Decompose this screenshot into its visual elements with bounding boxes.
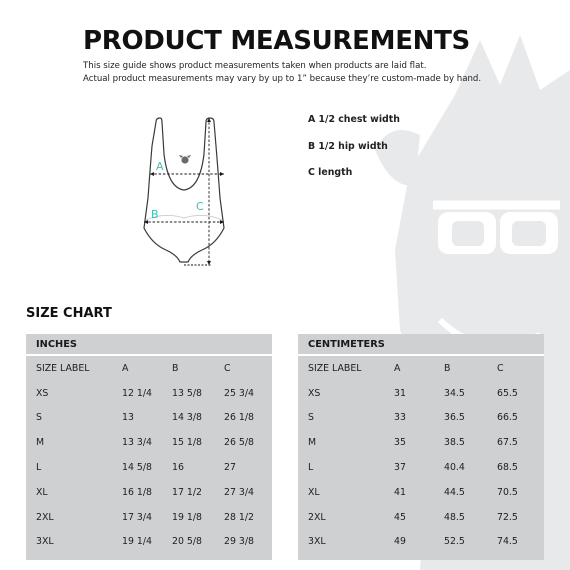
inches-table (26, 334, 272, 560)
table-cell: 2XL (308, 511, 326, 523)
table-row (36, 381, 270, 406)
table-cell: XL (36, 486, 48, 498)
legend-item-a: A 1/2 chest width (308, 114, 400, 125)
table-cell: 67.5 (497, 437, 518, 449)
table-cell: 27 3/4 (224, 486, 254, 498)
table-cell: 68.5 (497, 462, 518, 474)
legend-item-b: B 1/2 hip width (308, 140, 388, 152)
table-row (36, 430, 270, 455)
table-cell: 29 3/8 (224, 536, 254, 548)
legend-item-c: C length (308, 167, 353, 178)
table-cell: 65.5 (497, 387, 518, 399)
table-cell: 38.5 (444, 437, 465, 449)
table-cell: L (308, 462, 314, 474)
table-cell: XS (36, 387, 49, 399)
table-cell: 72.5 (497, 511, 518, 523)
table-cell: 37 (394, 462, 406, 474)
table-header-cell: B (172, 362, 179, 374)
label-a: A (156, 160, 164, 173)
table-cell: 40.4 (444, 462, 465, 474)
table-cell: 70.5 (497, 486, 518, 498)
table-row (308, 430, 542, 455)
table-cell: 12 1/4 (122, 387, 152, 399)
table-cell: 3XL (308, 536, 326, 548)
table-cell: 27 (224, 462, 236, 474)
table-row (308, 480, 542, 505)
table-cell: 25 3/4 (224, 387, 254, 399)
table-row (308, 455, 542, 480)
table-cell: 13 (122, 412, 134, 424)
table-header-row (36, 356, 270, 381)
table-row (36, 406, 270, 431)
centimeters-size-table (308, 356, 542, 554)
table-cell: 44.5 (444, 486, 465, 498)
table-header-cell: SIZE LABEL (308, 362, 362, 374)
measurement-legend (308, 114, 400, 194)
table-cell: 20 5/8 (172, 536, 202, 548)
page-title: PRODUCT MEASUREMENTS (83, 26, 470, 56)
table-cell: M (36, 437, 45, 449)
label-c: C (196, 200, 204, 213)
table-row (308, 530, 542, 555)
table-cell: XS (308, 387, 321, 399)
print-logo-icon (181, 156, 188, 163)
table-header-cell: A (122, 362, 129, 374)
table-cell: 16 1/8 (122, 486, 152, 498)
table-row (308, 406, 542, 431)
table-cell: 14 3/8 (172, 412, 202, 424)
table-cell: 48.5 (444, 511, 465, 523)
centimeters-heading: CENTIMETERS (308, 339, 385, 350)
table-cell: 66.5 (497, 412, 518, 424)
table-row (36, 455, 270, 480)
subtitle-line-2: Actual product measurements may vary by up to 1” because they’re custom-made by hand. (83, 73, 482, 84)
table-row (308, 505, 542, 530)
table-row (36, 505, 270, 530)
table-header-cell: C (497, 362, 504, 374)
table-cell: 35 (394, 437, 406, 449)
table-cell: 45 (394, 511, 406, 523)
table-cell: 34.5 (444, 387, 465, 399)
table-cell: 19 1/4 (122, 536, 152, 548)
table-cell: M (308, 437, 317, 449)
table-header-row (308, 356, 542, 381)
table-cell: 31 (394, 387, 406, 399)
inches-size-table (36, 356, 270, 554)
table-cell: XL (308, 486, 320, 498)
table-cell: 52.5 (444, 536, 465, 548)
table-header-cell: B (444, 362, 451, 374)
table-cell: 13 5/8 (172, 387, 202, 399)
table-cell: S (36, 412, 42, 424)
table-cell: 26 5/8 (224, 437, 254, 449)
table-cell: 41 (394, 486, 406, 498)
centimeters-table (298, 334, 544, 560)
label-b: B (151, 208, 159, 221)
inches-heading: INCHES (36, 339, 77, 350)
table-cell: 74.5 (497, 536, 518, 548)
table-cell: 2XL (36, 511, 54, 523)
table-cell: 13 3/4 (122, 437, 152, 449)
table-cell: S (308, 412, 314, 424)
table-cell: 26 1/8 (224, 412, 254, 424)
bodysuit-measurement-diagram (134, 110, 234, 270)
table-cell: 16 (172, 462, 184, 474)
table-cell: L (36, 462, 42, 474)
table-row (308, 381, 542, 406)
table-cell: 33 (394, 412, 406, 424)
table-cell: 36.5 (444, 412, 465, 424)
bodysuit-outline (144, 118, 224, 262)
table-cell: 17 3/4 (122, 511, 152, 523)
subtitle-line-1: This size guide shows product measurements taken when products are laid flat. (83, 61, 427, 71)
table-cell: 19 1/8 (172, 511, 202, 523)
table-cell: 14 5/8 (122, 462, 152, 474)
table-cell: 49 (394, 536, 406, 548)
table-cell: 28 1/2 (224, 511, 254, 523)
table-row (36, 480, 270, 505)
table-header-cell: SIZE LABEL (36, 362, 90, 374)
table-cell: 17 1/2 (172, 486, 202, 498)
page-subtitle (83, 60, 553, 85)
table-cell: 3XL (36, 536, 54, 548)
table-header-cell: A (394, 362, 401, 374)
table-header-cell: C (224, 362, 231, 374)
table-cell: 15 1/8 (172, 437, 202, 449)
table-row (36, 530, 270, 555)
size-chart-title: SIZE CHART (26, 306, 112, 321)
